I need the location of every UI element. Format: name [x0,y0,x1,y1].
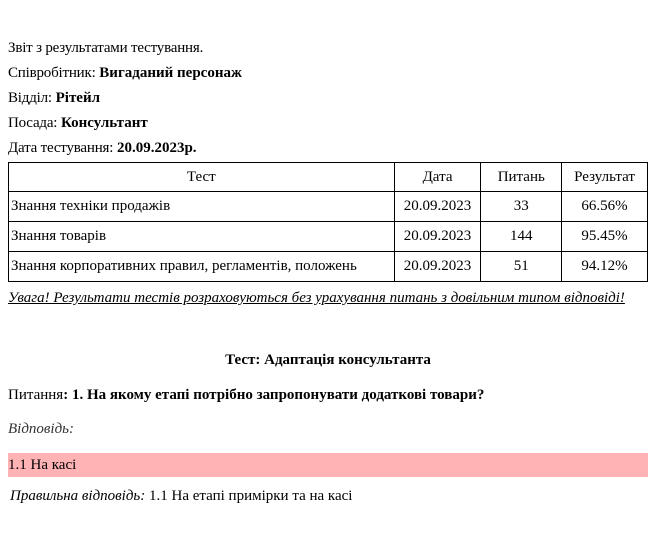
position-line [8,111,648,136]
header-result: Результат [562,163,648,192]
correct-answer-line [8,485,648,507]
correct-answer-value: 1.1 На етапі примірки та на касі [145,488,353,504]
cell-date: 20.09.2023 [394,252,481,282]
answer-value: 1.1 На касі [8,457,77,473]
answer-label: Відповідь: [8,421,75,437]
report-page [8,36,648,507]
table-header-row [9,163,648,192]
cell-date: 20.09.2023 [394,192,481,222]
position-value: Консультант [61,115,148,131]
question-text: : 1. На якому етапі потрібно запропонувати додаткові товари? [63,387,485,403]
cell-result: 95.45% [562,222,648,252]
department-line [8,86,648,111]
test-date-line [8,136,648,161]
cell-questions: 33 [481,192,562,222]
employee-label: Співробітник: [8,65,96,81]
question-label: Питання [8,387,64,403]
question-line [8,384,648,406]
department-label: Відділ: [8,90,52,106]
employee-value: Вигаданий персонаж [99,65,242,81]
cell-test-name: Знання корпоративних правил, регламентів, положень [9,252,395,282]
table-row [9,192,648,222]
report-title: Звіт з результатами тестування. [8,40,204,56]
cell-date: 20.09.2023 [394,222,481,252]
test-section-title: Тест: Адаптація консультанта [225,352,431,368]
cell-result: 94.12% [562,252,648,282]
correct-answer-label: Правильна відповідь: [10,488,146,504]
cell-questions: 51 [481,252,562,282]
results-table [8,162,648,282]
employee-line [8,61,648,86]
table-row [9,222,648,252]
cell-result: 66.56% [562,192,648,222]
table-row [9,252,648,282]
test-date-value: 20.09.2023р. [116,140,197,156]
cell-test-name: Знання товарів [9,222,395,252]
header-questions: Питань [481,163,562,192]
cell-questions: 144 [481,222,562,252]
cell-test-name: Знання техніки продажів [9,192,395,222]
header-date: Дата [394,163,481,192]
position-label: Посада: [8,115,58,131]
header-test: Тест [9,163,395,192]
report-title-line [8,36,648,61]
department-value: Рітейл [55,90,101,106]
answer-highlight [8,453,648,477]
test-date-label: Дата тестування: [8,140,114,156]
warning-note: Увага! Результати тестів розраховуються без урахування питань з довільним типом відповіді! [8,290,625,306]
